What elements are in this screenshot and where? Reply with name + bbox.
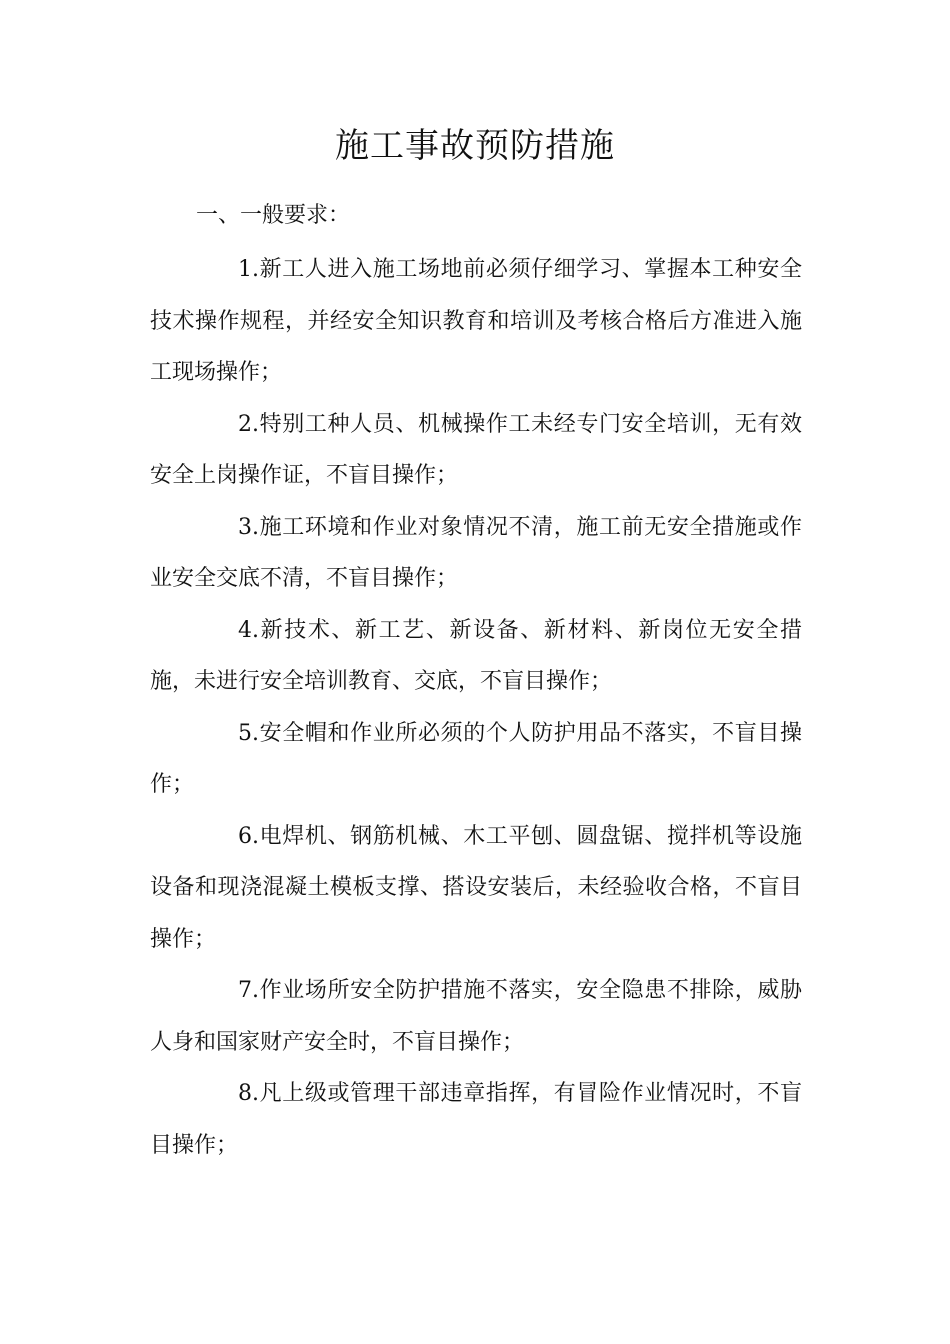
requirement-item-3: 3.施工环境和作业对象情况不清，施工前无安全措施或作业安全交底不清，不盲目操作；: [150, 514, 802, 591]
requirements-list: [150, 244, 802, 1171]
requirement-item-6: 6.电焊机、钢筋机械、木工平刨、圆盘锯、搅拌机等设施设备和现浇混凝土模板支撑、搭设安装后，未经验收合格，不盲目操作；: [150, 823, 802, 952]
section-heading: 一、一般要求：: [196, 203, 351, 228]
requirement-item-1: 1.新工人进入施工场地前必须仔细学习、掌握本工种安全技术操作规程，并经安全知识教育和培训及考核合格后方准进入施工现场操作；: [150, 257, 802, 385]
requirement-item-4: 4.新技术、新工艺、新设备、新材料、新岗位无安全措施，未进行安全培训教育、交底，不盲目操作；: [150, 617, 802, 694]
requirement-item-7: 7.作业场所安全防护措施不落实，安全隐患不排除，威胁人身和国家财产安全时，不盲目操作；: [150, 978, 802, 1055]
page-title: 施工事故预防措施: [335, 126, 615, 166]
requirement-item-8: 8.凡上级或管理干部违章指挥，有冒险作业情况时，不盲目操作；: [150, 1081, 802, 1158]
requirement-item-5: 5.安全帽和作业所必须的个人防护用品不落实，不盲目操作；: [150, 720, 802, 797]
requirement-item-2: 2.特别工种人员、机械操作工未经专门安全培训，无有效安全上岗操作证，不盲目操作；: [150, 411, 802, 488]
